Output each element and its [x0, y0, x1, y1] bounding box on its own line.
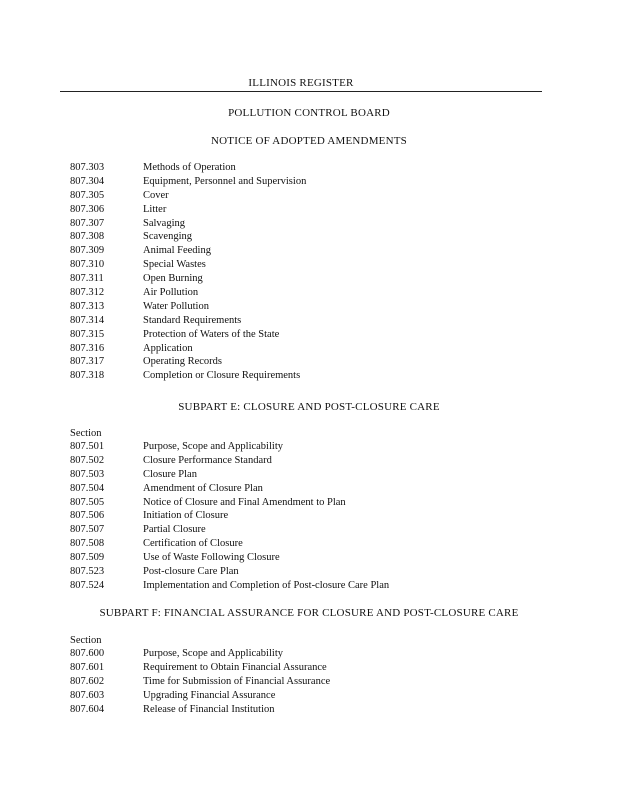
subpart-c-section-list	[70, 161, 306, 383]
section-number: 807.601	[70, 661, 105, 673]
section-title: Open Burning	[143, 273, 203, 285]
section-number: 807.309	[70, 245, 105, 257]
board-title: POLLUTION CONTROL BOARD	[228, 107, 390, 119]
register-header: ILLINOIS REGISTER	[60, 76, 542, 92]
section-entry	[70, 523, 389, 537]
section-entry	[70, 689, 330, 703]
section-title: Certification of Closure	[143, 538, 243, 550]
section-title: Time for Submission of Financial Assurance	[143, 675, 331, 687]
section-number: 807.314	[70, 314, 105, 326]
section-number: 807.509	[70, 552, 105, 564]
section-entry	[70, 217, 306, 231]
subpart-e-section-list	[70, 440, 389, 593]
section-number: 807.603	[70, 689, 105, 701]
section-number: 807.523	[70, 566, 105, 578]
section-number: 807.501	[70, 441, 105, 452]
section-number: 807.308	[70, 231, 105, 243]
section-entry	[70, 440, 389, 454]
section-entry	[70, 468, 389, 482]
subpart-f-heading: SUBPART F: FINANCIAL ASSURANCE FOR CLOSURE AND POST-CLOSURE CARE	[99, 607, 519, 619]
section-title: Post-closure Care Plan	[143, 566, 239, 578]
section-title: Closure Performance Standard	[143, 454, 272, 466]
section-title: Scavenging	[143, 231, 192, 243]
section-title: Salvaging	[143, 217, 185, 229]
section-title: Animal Feeding	[143, 245, 211, 257]
section-title: Cover	[143, 189, 169, 201]
section-title: Initiation of Closure	[143, 510, 229, 522]
section-title: Standard Requirements	[143, 314, 242, 326]
section-entry	[70, 258, 306, 272]
section-number: 807.315	[70, 328, 105, 340]
section-title: Application	[143, 342, 193, 354]
section-title: Completion or Closure Requirements	[143, 370, 301, 382]
subpart-f-section-label: Section	[70, 635, 102, 646]
notice-title: NOTICE OF ADOPTED AMENDMENTS	[211, 135, 407, 147]
section-entry	[70, 565, 389, 579]
section-title: Notice of Closure and Final Amendment to Plan	[143, 496, 346, 508]
section-number: 807.506	[70, 510, 105, 522]
section-entry	[70, 647, 330, 661]
section-number: 807.307	[70, 217, 105, 229]
section-title: Upgrading Financial Assurance	[143, 689, 276, 701]
section-title: Equipment, Personnel and Supervision	[143, 175, 307, 187]
section-title: Purpose, Scope and Applicability	[143, 648, 283, 659]
section-entry	[70, 551, 389, 565]
section-number: 807.317	[70, 356, 105, 368]
section-title: Closure Plan	[143, 468, 197, 480]
section-entry	[70, 272, 306, 286]
section-number: 807.502	[70, 454, 105, 466]
section-entry	[70, 369, 306, 383]
section-entry	[70, 454, 389, 468]
section-entry	[70, 244, 306, 258]
section-title: Operating Records	[143, 356, 223, 368]
section-title: Partial Closure	[143, 524, 206, 536]
section-entry	[70, 203, 306, 217]
section-entry	[70, 675, 330, 689]
section-entry	[70, 328, 306, 342]
section-entry	[70, 314, 306, 328]
section-entry	[70, 286, 306, 300]
section-number: 807.604	[70, 703, 105, 715]
subpart-f-section-list	[70, 647, 330, 716]
section-entry	[70, 509, 389, 523]
section-entry	[70, 496, 389, 510]
section-title: Use of Waste Following Closure	[143, 552, 280, 564]
section-title: Litter	[143, 203, 167, 215]
section-number: 807.508	[70, 538, 105, 550]
section-entry	[70, 342, 306, 356]
section-entry	[70, 161, 306, 175]
section-number: 807.312	[70, 287, 105, 299]
section-entry	[70, 230, 306, 244]
section-title: Requirement to Obtain Financial Assurance	[143, 661, 327, 673]
section-number: 807.303	[70, 162, 105, 173]
section-title: Release of Financial Institution	[143, 703, 275, 715]
subpart-e-section-label: Section	[70, 428, 102, 439]
section-title: Implementation and Completion of Post-closure Care Plan	[143, 579, 390, 591]
section-number: 807.505	[70, 496, 105, 508]
section-title: Purpose, Scope and Applicability	[143, 441, 283, 452]
section-number: 807.507	[70, 524, 105, 536]
section-number: 807.503	[70, 468, 105, 480]
section-number: 807.311	[70, 273, 104, 285]
section-number: 807.313	[70, 300, 105, 312]
section-title: Water Pollution	[143, 300, 209, 312]
section-number: 807.316	[70, 342, 105, 354]
section-number: 807.602	[70, 675, 105, 687]
section-entry	[70, 189, 306, 203]
section-title: Special Wastes	[143, 259, 206, 271]
subpart-e-heading: SUBPART E: CLOSURE AND POST-CLOSURE CARE	[178, 401, 440, 413]
section-number: 807.318	[70, 370, 105, 382]
section-entry	[70, 661, 330, 675]
section-entry	[70, 703, 330, 717]
section-title: Methods of Operation	[143, 162, 236, 173]
section-title: Protection of Waters of the State	[143, 328, 280, 340]
section-entry	[70, 300, 306, 314]
section-title: Air Pollution	[143, 287, 199, 299]
section-number: 807.524	[70, 579, 105, 591]
section-number: 807.306	[70, 203, 105, 215]
section-number: 807.504	[70, 482, 105, 494]
section-number: 807.304	[70, 175, 105, 187]
section-number: 807.305	[70, 189, 105, 201]
section-entry	[70, 579, 389, 593]
section-number: 807.600	[70, 648, 105, 659]
section-entry	[70, 537, 389, 551]
section-title: Amendment of Closure Plan	[143, 482, 263, 494]
section-number: 807.310	[70, 259, 105, 271]
section-entry	[70, 175, 306, 189]
section-entry	[70, 355, 306, 369]
section-entry	[70, 482, 389, 496]
